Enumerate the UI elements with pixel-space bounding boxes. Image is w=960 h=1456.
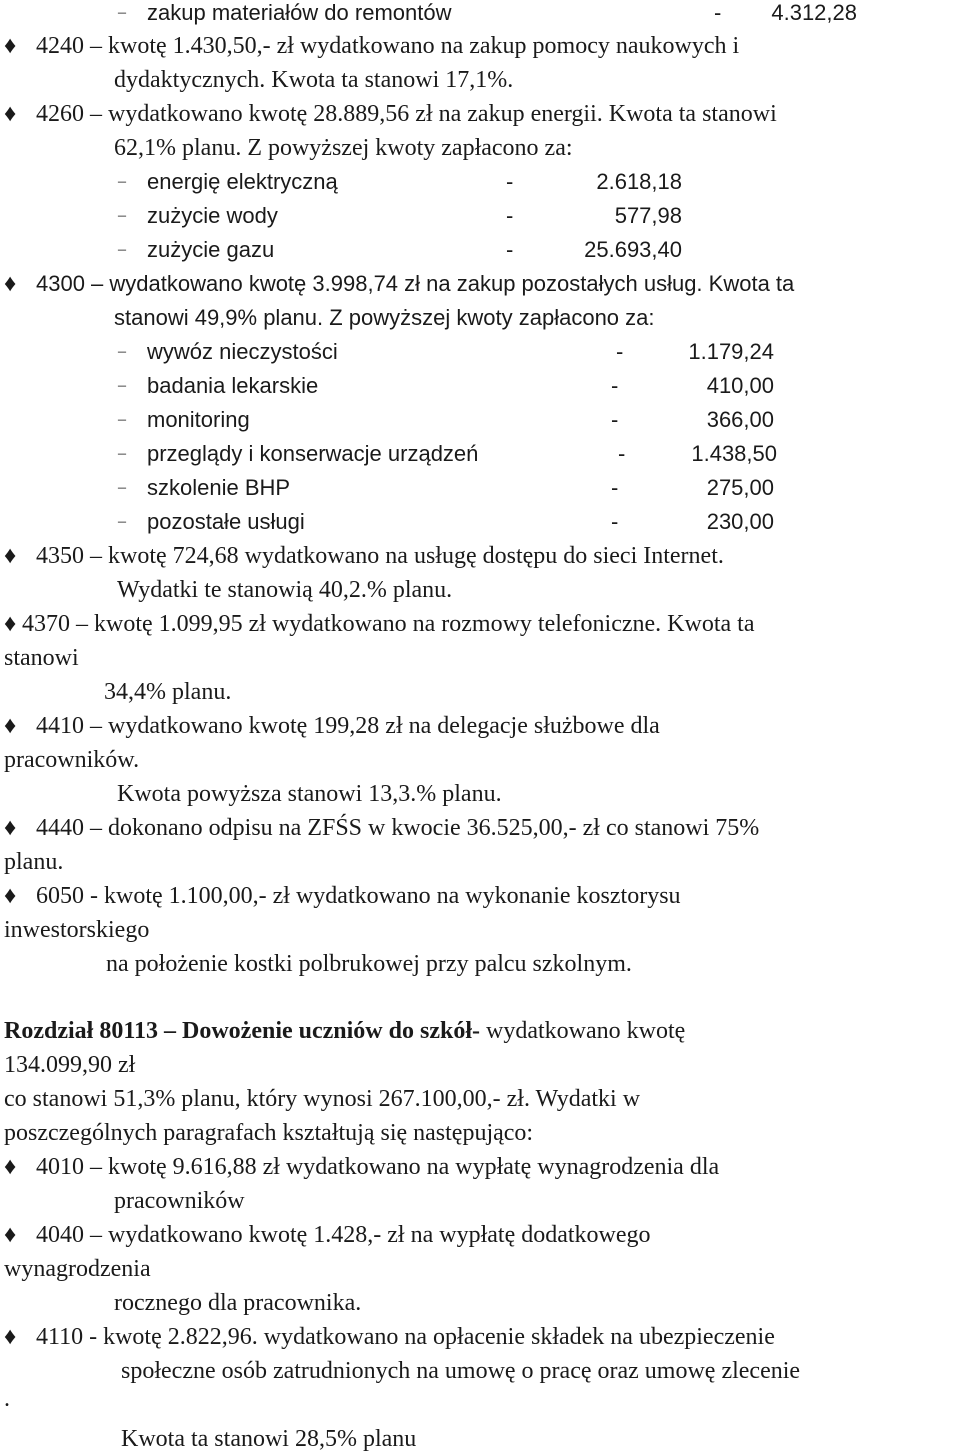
paragraph-4110-line1: 4110 - kwotę 2.822,96. wydatkowano na opłacenie składek na ubezpieczenie [36, 1324, 775, 1350]
diamond-bullet-icon: ♦ [4, 33, 17, 59]
section-heading-rest: wydatkowano kwotę [479, 1018, 686, 1044]
dash-bullet: – [118, 377, 126, 394]
paragraph-6050-line3: na położenie kostki polbrukowej przy palcu szkolnym. [106, 951, 632, 977]
item-separator: - [611, 407, 619, 432]
diamond-bullet-icon: ♦ [4, 543, 17, 569]
item-separator: - [714, 0, 722, 25]
paragraph-4240-line2: dydaktycznych. Kwota ta stanowi 17,1%. [114, 67, 514, 93]
item-amount: 1.438,50 [691, 441, 777, 466]
diamond-bullet-icon: ♦ [4, 101, 17, 127]
dash-bullet: – [118, 173, 126, 190]
diamond-bullet-icon: ♦ [4, 1324, 17, 1350]
item-separator: - [506, 203, 514, 228]
paragraph-4440-line2: planu. [4, 849, 64, 875]
section-heading-80113 [4, 1014, 685, 1048]
item-separator: - [611, 509, 619, 534]
dash-bullet: – [118, 207, 126, 224]
item-label: badania lekarskie [147, 373, 319, 398]
item-amount: 25.693,40 [584, 237, 682, 262]
paragraph-4010-line1: 4010 – kwotę 9.616,88 zł wydatkowano na wypłatę wynagrodzenia dla [36, 1154, 720, 1180]
diamond-bullet-icon: ♦ [4, 611, 17, 637]
paragraph-4410-line2: pracowników. [4, 747, 140, 773]
paragraph-4300-line2: stanowi 49,9% planu. Z powyższej kwoty zapłacono za: [114, 305, 655, 330]
paragraph-4410-line3: Kwota powyższa stanowi 13,3.% planu. [117, 781, 502, 807]
item-amount: 4.312,28 [771, 0, 857, 25]
item-label: pozostałe usługi [147, 509, 305, 534]
paragraph-4260-line1: 4260 – wydatkowano kwotę 28.889,56 zł na zakup energii. Kwota ta stanowi [36, 101, 777, 127]
diamond-bullet-icon: ♦ [4, 815, 17, 841]
paragraph-4110-line4: Kwota ta stanowi 28,5% planu [121, 1426, 417, 1452]
item-label: przeglądy i konserwacje urządzeń [147, 441, 479, 466]
section-line2: 134.099,90 zł [4, 1052, 136, 1078]
paragraph-4370-line2: stanowi [4, 645, 79, 671]
paragraph-4260-line2: 62,1% planu. Z powyższej kwoty zapłacono za: [114, 135, 573, 161]
dash-bullet: – [118, 445, 126, 462]
dash-bullet: – [118, 241, 126, 258]
paragraph-4040-line2: wynagrodzenia [4, 1256, 151, 1282]
item-amount: 1.179,24 [688, 339, 774, 364]
item-label: zużycie wody [147, 203, 278, 228]
section-heading-bold: Rozdział 80113 – Dowożenie uczniów do szkół- [4, 1018, 480, 1044]
item-separator: - [506, 169, 514, 194]
paragraph-4440-line1: 4440 – dokonano odpisu na ZFŚS w kwocie 36.525,00,- zł co stanowi 75% [36, 815, 760, 841]
paragraph-4410-line1: 4410 – wydatkowano kwotę 199,28 zł na delegacje służbowe dla [36, 713, 660, 739]
paragraph-4110-line3: . [4, 1386, 10, 1412]
diamond-bullet-icon: ♦ [4, 271, 17, 297]
diamond-bullet-icon: ♦ [4, 883, 17, 909]
item-separator: - [616, 339, 624, 364]
item-amount: 2.618,18 [596, 169, 682, 194]
paragraph-4300-line1: 4300 – wydatkowano kwotę 3.998,74 zł na zakup pozostałych usług. Kwota ta [36, 271, 795, 296]
paragraph-4040-line3: rocznego dla pracownika. [114, 1290, 362, 1316]
item-amount: 230,00 [706, 509, 774, 534]
item-label: szkolenie BHP [147, 475, 291, 500]
section-line3: co stanowi 51,3% planu, który wynosi 267.100,00,- zł. Wydatki w [4, 1086, 641, 1112]
diamond-bullet-icon: ♦ [4, 713, 17, 739]
item-amount: 577,98 [614, 203, 682, 228]
diamond-bullet-icon: ♦ [4, 1154, 17, 1180]
item-amount: 275,00 [706, 475, 774, 500]
paragraph-4010-line2: pracowników [114, 1188, 245, 1214]
item-amount: 410,00 [706, 373, 774, 398]
paragraph-6050-line1: 6050 - kwotę 1.100,00,- zł wydatkowano na wykonanie kosztorysu [36, 883, 681, 909]
item-label: wywóz nieczystości [147, 339, 338, 364]
paragraph-4240-line1: 4240 – kwotę 1.430,50,- zł wydatkowano na zakup pomocy naukowych i [36, 33, 740, 59]
section-line4: poszczególnych paragrafach kształtują się następująco: [4, 1120, 534, 1146]
item-separator: - [506, 237, 514, 262]
item-label: monitoring [147, 407, 250, 432]
dash-bullet: – [118, 513, 126, 530]
diamond-bullet-icon: ♦ [4, 1222, 17, 1248]
item-separator: - [611, 373, 619, 398]
item-label: zakup materiałów do remontów [147, 0, 452, 25]
item-separator: - [611, 475, 619, 500]
item-label: zużycie gazu [147, 237, 275, 262]
paragraph-4110-line2: społeczne osób zatrudnionych na umowę o pracę oraz umowę zlecenie [121, 1358, 801, 1384]
paragraph-6050-line2: inwestorskiego [4, 917, 150, 943]
paragraph-4350-line1: 4350 – kwotę 724,68 wydatkowano na usługę dostępu do sieci Internet. [36, 543, 724, 569]
item-separator: - [618, 441, 626, 466]
paragraph-4370-line1: 4370 – kwotę 1.099,95 zł wydatkowano na rozmowy telefoniczne. Kwota ta [22, 611, 755, 637]
paragraph-4370-line3: 34,4% planu. [104, 679, 232, 705]
dash-bullet: – [118, 4, 126, 21]
item-amount: 366,00 [706, 407, 774, 432]
dash-bullet: – [118, 479, 126, 496]
item-label: energię elektryczną [147, 169, 338, 194]
dash-bullet: – [118, 343, 126, 360]
paragraph-4350-line2: Wydatki te stanowią 40,2.% planu. [117, 577, 453, 603]
dash-bullet: – [118, 411, 126, 428]
paragraph-4040-line1: 4040 – wydatkowano kwotę 1.428,- zł na wypłatę dodatkowego [36, 1222, 651, 1248]
